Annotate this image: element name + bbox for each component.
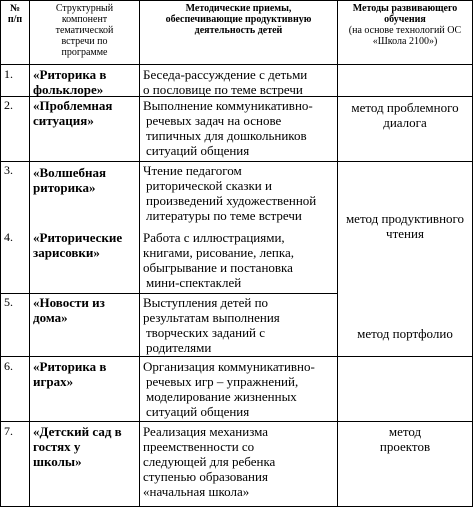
technique-line: Работа с иллюстрациями, xyxy=(143,230,285,245)
technique-line: преемственности со xyxy=(143,439,255,454)
row-component xyxy=(33,165,138,195)
method-line: метод портфолио xyxy=(357,326,453,341)
technique-line: мини-спектаклей xyxy=(146,275,242,290)
header-component xyxy=(30,3,139,58)
component-line: риторика» xyxy=(33,180,96,195)
row-techniques xyxy=(143,424,336,499)
row-component xyxy=(33,295,138,325)
technique-line: Выступления детей по xyxy=(143,295,269,310)
header-line: № xyxy=(9,3,21,14)
header-line: обучения xyxy=(384,14,426,25)
row-number: 3. xyxy=(4,163,13,177)
method-line: метод xyxy=(388,424,422,439)
technique-line: ситуаций общения xyxy=(146,404,250,419)
technique-line: речевых игр – упражнений, xyxy=(146,374,299,389)
header-line: программе xyxy=(61,47,108,58)
component-line: «Детский сад в xyxy=(33,424,122,439)
technique-line: ситуаций общения xyxy=(146,143,250,158)
method-line: метод проблемного xyxy=(351,100,459,115)
row-number: 1. xyxy=(4,67,13,81)
method-line: метод продуктивного xyxy=(345,211,465,226)
technique-line: типичных для дошкольников xyxy=(146,128,307,143)
method-line: чтения xyxy=(386,226,424,241)
component-line: «Риторика в xyxy=(33,67,107,82)
method-line: диалога xyxy=(383,115,427,130)
row-divider xyxy=(0,356,473,357)
component-line: гостях у xyxy=(33,439,81,454)
technique-line: Беседа-рассуждение с детьми xyxy=(143,67,308,82)
row-component xyxy=(33,359,138,389)
technique-line: Чтение педагогом xyxy=(143,163,242,178)
header-line: встречи по xyxy=(61,36,108,47)
technique-line: Выполнение коммуникативно- xyxy=(143,98,313,113)
technique-line: родителями xyxy=(146,340,212,355)
row-techniques xyxy=(143,230,336,290)
method-projects xyxy=(338,424,472,454)
component-line: «Риторика в xyxy=(33,359,107,374)
row-component xyxy=(33,424,138,469)
technique-line: произведений художественной xyxy=(146,193,317,208)
header-line: тематической xyxy=(55,25,114,36)
row-techniques xyxy=(143,98,336,158)
row-divider xyxy=(337,96,473,97)
technique-line: творческих заданий с xyxy=(146,325,266,340)
method-portfolio xyxy=(338,326,472,341)
row-number: 5. xyxy=(4,295,13,309)
technique-line: литературы по теме встречи xyxy=(146,208,302,223)
technique-line: обыгрывание и постановка xyxy=(143,260,293,275)
row-divider xyxy=(0,161,473,162)
row-number: 2. xyxy=(4,98,13,112)
header-methods xyxy=(338,3,472,47)
technique-line: следующей для ребенка xyxy=(143,454,276,469)
row-component xyxy=(33,230,138,260)
header-line: Методы развивающего xyxy=(352,3,458,14)
header-line: Структурный xyxy=(55,3,114,14)
technique-line: моделирование жизненных xyxy=(146,389,297,404)
header-line: компонент xyxy=(61,14,108,25)
method-productive-reading xyxy=(338,211,472,241)
technique-line: результатам выполнения xyxy=(143,310,280,325)
header-line: (на основе технологий ОС xyxy=(348,25,462,36)
technique-line: риторической сказки и xyxy=(146,178,272,193)
component-line: дома» xyxy=(33,310,68,325)
technique-line: речевых задач на основе xyxy=(146,113,282,128)
header-divider xyxy=(0,64,473,65)
row-techniques xyxy=(143,295,336,355)
component-line: «Проблемная xyxy=(33,98,113,113)
column-divider xyxy=(29,0,30,507)
technique-line: книгами, рисование, лепка, xyxy=(143,245,295,260)
method-line: проектов xyxy=(379,439,431,454)
component-line: «Волшебная xyxy=(33,165,107,180)
component-line: зарисовки» xyxy=(33,245,100,260)
row-component xyxy=(33,98,138,128)
row-component xyxy=(33,67,138,97)
row-techniques xyxy=(143,67,336,97)
header-line: деятельность детей xyxy=(194,25,283,36)
header-line: «Школа 2100») xyxy=(372,36,438,47)
component-line: «Риторические xyxy=(33,230,123,245)
header-line: п/п xyxy=(7,14,23,25)
row-number: 6. xyxy=(4,359,13,373)
component-line: ситуация» xyxy=(33,113,94,128)
technique-line: ступенью образования xyxy=(143,469,268,484)
component-line: играх» xyxy=(33,374,74,389)
technique-line: Реализация механизма xyxy=(143,424,269,439)
technique-line: Организация коммуникативно- xyxy=(143,359,315,374)
row-number: 7. xyxy=(4,424,13,438)
component-line: школы» xyxy=(33,454,82,469)
row-divider xyxy=(0,293,337,294)
row-divider xyxy=(0,421,473,422)
technique-line: о пословице по теме встречи xyxy=(143,82,303,97)
row-techniques xyxy=(143,359,336,419)
table-border-left xyxy=(0,0,1,507)
method-problem-dialogue xyxy=(338,100,472,130)
header-line: Методические приемы, xyxy=(185,3,292,14)
header-line: обеспечивающие продуктивную xyxy=(165,14,312,25)
row-techniques xyxy=(143,163,336,223)
table-border-top xyxy=(0,0,473,1)
technique-line: «начальная школа» xyxy=(143,484,250,499)
component-line: «Новости из xyxy=(33,295,105,310)
column-divider xyxy=(139,0,140,507)
header-number xyxy=(1,3,29,25)
component-line: фольклоре» xyxy=(33,82,104,97)
header-techniques xyxy=(140,3,337,36)
row-number: 4. xyxy=(4,230,13,244)
